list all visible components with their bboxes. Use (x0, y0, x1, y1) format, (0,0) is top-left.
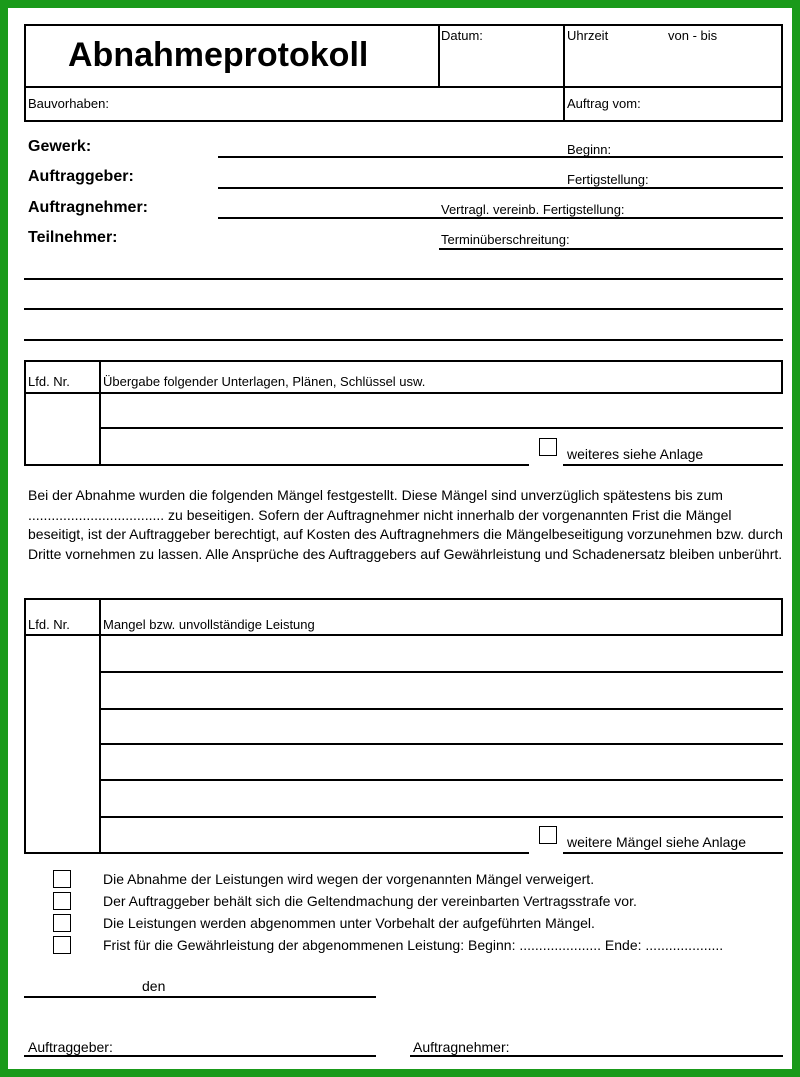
client-field[interactable] (218, 187, 783, 189)
table2-col-defect: Mangel bzw. unvollständige Leistung (103, 617, 315, 632)
completion-label: Fertigstellung: (567, 172, 649, 187)
start-label: Beginn: (567, 142, 612, 157)
trade-field[interactable] (218, 156, 783, 158)
time-label: Uhrzeit (567, 28, 609, 43)
participants-line-2[interactable] (24, 308, 783, 310)
option-checkbox-2[interactable] (53, 892, 71, 910)
contractor-label: Auftragnehmer: (28, 199, 149, 216)
option-checkbox-4[interactable] (53, 936, 71, 954)
trade-label: Gewerk: (28, 138, 92, 155)
option-warranty: Frist für die Gewährleistung der abgenommenen Leistung: Beginn: ..................... Ende: .................... (103, 937, 724, 953)
attachment-label-1: weiteres siehe Anlage (567, 446, 704, 462)
order-date-label: Auftrag vom: (567, 96, 641, 111)
table2-col-number: Lfd. Nr. (28, 617, 70, 632)
attachment-label-2: weitere Mängel siehe Anlage (567, 834, 747, 850)
date-place-label: den (142, 978, 166, 994)
project-label: Bauvorhaben: (28, 96, 109, 111)
table1-col-number: Lfd. Nr. (28, 374, 70, 389)
participants-line-1[interactable] (24, 278, 783, 280)
page-title: Abnahmeprotokoll (68, 36, 369, 74)
defects-paragraph: Bei der Abnahme wurden die folgenden Mängel festgestellt. Diese Mängel sind unverzüglich spätestens bis zum ................................... zu beseitigen. Sofern der Auftragnehmer nicht innerhalb der vorgenannten Frist die Mängel beseitigt, ist der Auftraggeber berechtigt, auf Kosten des Auftragnehmers die Mängelbeseitigung vorzunehmen bzw. durch Dritte vornehmen zu lassen. Alle Ansprüche des Auftraggebers auf Gewährleistung und Schadenersatz bleiben unberührt. (28, 487, 783, 562)
attachment-checkbox-1[interactable] (539, 438, 557, 456)
participants-label: Teilnehmer: (28, 229, 118, 246)
deadline-overrun-label: Terminüberschreitung: (441, 232, 570, 247)
client-signature-line[interactable] (24, 1055, 376, 1057)
option-reservation: Die Leistungen werden abgenommen unter Vorbehalt der aufgeführten Mängel. (103, 915, 595, 931)
option-checkbox-1[interactable] (53, 870, 71, 888)
date-label: Datum: (441, 28, 483, 43)
agreed-completion-label: Vertragl. vereinb. Fertigstellung: (441, 202, 625, 217)
option-penalty: Der Auftraggeber behält sich die Geltendmachung der vereinbarten Vertragsstrafe vor. (103, 893, 637, 909)
date-place-field[interactable] (24, 996, 376, 998)
client-signature-label: Auftraggeber: (28, 1039, 113, 1055)
table1-col-documents: Übergabe folgender Unterlagen, Plänen, Schlüssel usw. (103, 374, 426, 389)
contractor-signature-label: Auftragnehmer: (413, 1039, 510, 1055)
participants-line-3[interactable] (24, 339, 783, 341)
contractor-signature-line[interactable] (410, 1055, 783, 1057)
time-range-label: von - bis (668, 28, 718, 43)
delay-field[interactable] (439, 248, 783, 250)
attachment-checkbox-2[interactable] (539, 826, 557, 844)
option-refuse: Die Abnahme der Leistungen wird wegen der vorgenannten Mängel verweigert. (103, 871, 595, 887)
form-page (8, 8, 792, 1069)
option-checkbox-3[interactable] (53, 914, 71, 932)
client-label: Auftraggeber: (28, 168, 134, 185)
contractor-field[interactable] (218, 217, 783, 219)
